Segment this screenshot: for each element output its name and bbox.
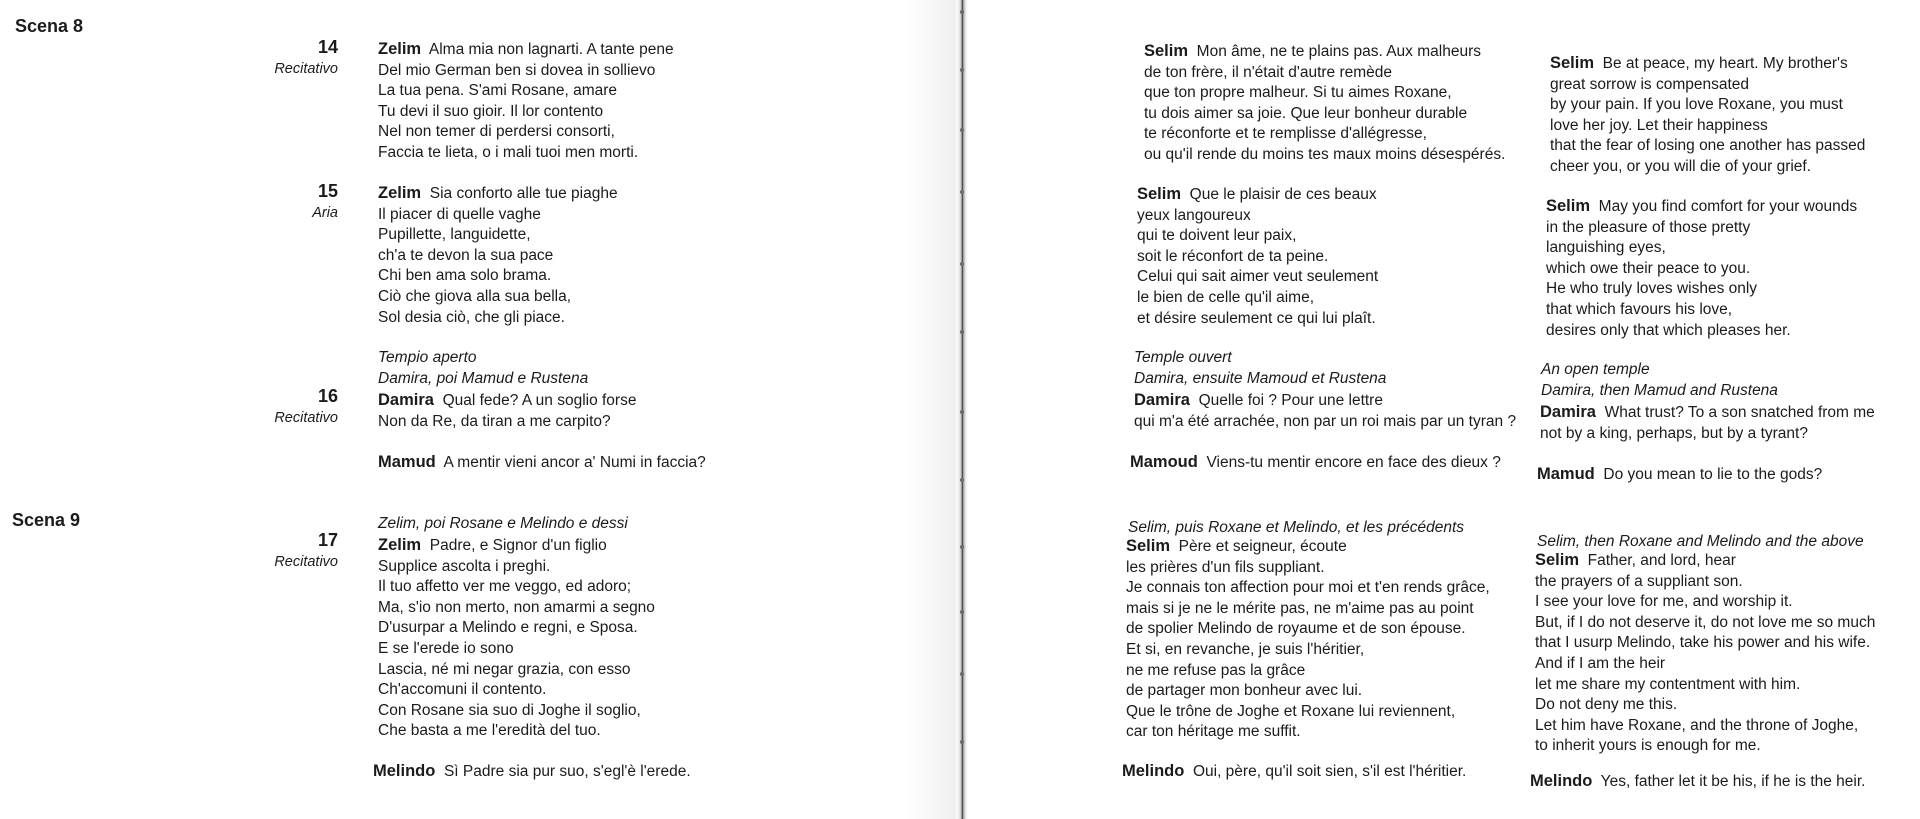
speaker-name: Melindo: [373, 762, 436, 780]
italian-melindo-line: [373, 761, 691, 783]
verse-line: A mentir vieni ancor a' Numi in faccia?: [443, 454, 706, 471]
verse-line: languishing eyes,: [1546, 239, 1666, 257]
verse-line: cheer you, or you will die of your grief.: [1550, 157, 1812, 175]
italian-passage-16: [378, 390, 636, 432]
verse-line: Que le plaisir de ces beaux: [1189, 186, 1377, 203]
speaker-name: Selim: [1546, 197, 1591, 215]
english-passage-2: [1546, 196, 1857, 341]
binding-hole: [960, 68, 964, 72]
speaker-name: Zelim: [378, 184, 422, 202]
kind-14: Recitativo: [274, 61, 338, 77]
verse-line: Lascia, né mi negar grazia, con esso: [378, 660, 631, 678]
verse-line: let me share my contentment with him.: [1535, 675, 1801, 693]
verse-line: Je connais ton affection pour moi et t'en rends grâce,: [1126, 579, 1490, 597]
english-passage-3: [1540, 402, 1875, 444]
verse-line: What trust? To a son snatched from me: [1604, 404, 1875, 421]
verse-line: to inherit yours is enough for me.: [1535, 737, 1761, 755]
verse-line: de ton frère, il n'était d'autre remède: [1144, 63, 1393, 81]
italian-passage-14: [378, 39, 674, 164]
verse-line: Qual fede? A un soglio forse: [442, 392, 637, 409]
verse-line: et désire seulement ce qui lui plaît.: [1137, 309, 1376, 327]
verse-line: Alma mia non lagnarti. A tante pene: [428, 41, 674, 58]
verse-line: Ch'accomuni il contento.: [378, 681, 547, 699]
verse-line: tu dois aimer sa joie. Que leur bonheur durable: [1144, 104, 1468, 122]
french-passage-1: [1144, 41, 1505, 166]
binding-hole: [960, 330, 964, 334]
italian-stage-direction-9: [378, 514, 628, 535]
french-passage-3: [1134, 390, 1516, 432]
verse-line: le bien de celle qu'il aime,: [1137, 288, 1315, 306]
verse-line: the prayers of a suppliant son.: [1535, 572, 1743, 590]
verse-line: great sorrow is compensated: [1550, 75, 1750, 93]
verse-line: Ma, s'io non merto, non amarmi a segno: [378, 598, 655, 616]
speaker-name: Selim: [1535, 551, 1580, 569]
verse-line: Quelle foi ? Pour une lettre: [1198, 392, 1383, 409]
binding-hole: [960, 740, 964, 744]
binding-hole: [960, 610, 964, 614]
italian-passage-17: [378, 535, 655, 742]
speaker-name: Zelim: [378, 40, 422, 58]
speaker-name: Selim: [1126, 537, 1171, 555]
speaker-name: Selim: [1550, 54, 1595, 72]
number-15: 15: [317, 181, 338, 201]
verse-line: de spolier Melindo de royaume et de son épouse.: [1126, 620, 1466, 638]
english-passage-5: [1535, 550, 1875, 757]
verse-line: qui te doivent leur paix,: [1137, 227, 1297, 245]
verse-line: La tua pena. S'ami Rosane, amare: [378, 82, 618, 100]
stage-direction: Damira, then Mamud and Rustena: [1541, 381, 1778, 399]
verse-line: Let him have Roxane, and the throne of Joghe,: [1535, 716, 1859, 734]
verse-line: Con Rosane sia suo di Joghe il soglio,: [378, 701, 641, 719]
binding-hole: [960, 262, 964, 266]
italian-mamud-line: [378, 452, 706, 474]
binding-hole: [960, 672, 964, 676]
verse-line: soit le réconfort de ta peine.: [1137, 247, 1329, 265]
speaker-name: Damira: [378, 391, 434, 409]
speaker-name: Damira: [1134, 391, 1190, 409]
verse-line: ne me refuse pas la grâce: [1126, 661, 1306, 679]
verse-line: Yes, father let it be his, if he is the heir.: [1600, 773, 1866, 790]
stage-direction: Temple ouvert: [1134, 349, 1232, 366]
binding-hole: [960, 128, 964, 132]
kind-17: Recitativo: [274, 554, 338, 570]
binding-hole: [960, 545, 964, 549]
verse-line: Ciò che giova alla sua bella,: [378, 287, 572, 305]
speaker-name: Melindo: [1530, 772, 1593, 790]
verse-line: Supplice ascolta i preghi.: [378, 557, 551, 575]
verse-line: te réconforte et te remplisse d'allégresse,: [1144, 125, 1427, 143]
english-passage-6: [1530, 771, 1865, 793]
verse-line: E se l'erede io sono: [378, 639, 514, 657]
verse-line: that which favours his love,: [1546, 300, 1733, 318]
scene-8-title: Scena 8: [15, 16, 84, 36]
french-passage-6: [1122, 761, 1466, 783]
speaker-name: Zelim: [378, 536, 422, 554]
verse-line: by your pain. If you love Roxane, you must: [1550, 96, 1843, 114]
verse-line: Nel non temer di perdersi consorti,: [378, 123, 615, 141]
verse-line: Do not deny me this.: [1535, 696, 1678, 714]
verse-line: Sia conforto alle tue piaghe: [429, 185, 618, 202]
verse-line: Viens-tu mentir encore en face des dieux ?: [1206, 454, 1501, 471]
verse-line: which owe their peace to you.: [1546, 259, 1751, 277]
verse-line: Tu devi il suo gioir. Il lor contento: [378, 102, 604, 120]
verse-line: Do you mean to lie to the gods?: [1603, 466, 1823, 483]
verse-line: Il piacer di quelle vaghe: [378, 205, 541, 223]
verse-line: Que le trône de Joghe et Roxane lui reviennent,: [1126, 702, 1456, 720]
stage-direction: An open temple: [1541, 361, 1650, 378]
speaker-name: Melindo: [1122, 762, 1185, 780]
kind-16: Recitativo: [274, 410, 338, 426]
kind-15: Aria: [312, 205, 338, 221]
verse-line: Mon âme, ne te plains pas. Aux malheurs: [1196, 43, 1481, 60]
stage-direction: Damira, poi Mamud e Rustena: [378, 369, 589, 387]
italian-stage-direction: [378, 348, 588, 389]
binding-hole: [960, 410, 964, 414]
speaker-name: Mamoud: [1130, 453, 1198, 471]
number-17: 17: [317, 530, 338, 550]
verse-line: Non da Re, da tiran a me carpito?: [378, 412, 611, 430]
verse-line: not by a king, perhaps, but by a tyrant?: [1540, 424, 1808, 442]
verse-line: mais si je ne le mérite pas, ne m'aime pas au point: [1126, 599, 1474, 617]
verse-line: Del mio German ben si dovea in sollievo: [378, 61, 656, 79]
speaker-name: Selim: [1137, 185, 1182, 203]
verse-line: Faccia te lieta, o i mali tuoi men morti.: [378, 143, 639, 161]
verse-line: Sol desia ciò, che gli piace.: [378, 308, 565, 326]
speaker-name: Damira: [1540, 403, 1596, 421]
gutter-shadow: [905, 0, 956, 819]
verse-line: And if I am the heir: [1535, 654, 1666, 672]
english-passage-4: [1537, 464, 1822, 486]
french-passage-5: [1126, 536, 1490, 743]
binding-hole: [960, 190, 964, 194]
verse-line: love her joy. Let their happiness: [1550, 116, 1768, 134]
speaker-name: Selim: [1144, 42, 1189, 60]
verse-line: Padre, e Signor d'un figlio: [429, 537, 607, 554]
verse-line: car ton héritage me suffit.: [1126, 723, 1301, 741]
verse-line: Be at peace, my heart. My brother's: [1602, 55, 1848, 72]
verse-line: les prières d'un fils suppliant.: [1126, 558, 1325, 576]
stage-direction: Selim, puis Roxane et Melindo, et les précédents: [1128, 519, 1465, 536]
verse-line: Père et seigneur, écoute: [1178, 538, 1347, 555]
verse-line: I see your love for me, and worship it.: [1535, 593, 1793, 611]
verse-line: de partager mon bonheur avec lui.: [1126, 682, 1363, 700]
binding-hole: [960, 478, 964, 482]
stage-direction: Tempio aperto: [378, 349, 477, 366]
verse-line: Il tuo affetto ver me veggo, ed adoro;: [378, 578, 632, 596]
scene-9-title: Scena 9: [12, 510, 81, 530]
verse-line: que ton propre malheur. Si tu aimes Roxane,: [1144, 84, 1452, 102]
french-passage-4: [1130, 452, 1501, 474]
verse-line: ch'a te devon la sua pace: [378, 246, 554, 264]
verse-line: Sì Padre sia pur suo, s'egl'è l'erede.: [443, 763, 691, 780]
verse-line: But, if I do not deserve it, do not love me so much: [1535, 613, 1876, 631]
verse-line: qui m'a été arrachée, non par un roi mais par un tyran ?: [1134, 412, 1517, 430]
number-16: 16: [317, 386, 338, 406]
italian-passage-15: [378, 183, 618, 328]
stage-direction: Zelim, poi Rosane e Melindo e dessi: [378, 515, 628, 532]
verse-line: May you find comfort for your wounds: [1598, 198, 1858, 215]
english-stage-direction: [1541, 360, 1778, 401]
verse-line: Che basta a me l'eredità del tuo.: [378, 722, 601, 740]
french-passage-2: [1137, 184, 1378, 329]
speaker-name: Mamud: [1537, 465, 1595, 483]
french-stage-direction: [1134, 348, 1386, 389]
verse-line: ou qu'il rende du moins tes maux moins désespérés.: [1144, 145, 1506, 163]
number-14: 14: [317, 37, 338, 57]
verse-line: Chi ben ama solo brama.: [378, 267, 552, 285]
stage-direction: Selim, then Roxane and Melindo and the above: [1537, 533, 1864, 550]
verse-line: that the fear of losing one another has passed: [1550, 137, 1866, 155]
verse-line: yeux langoureux: [1137, 206, 1251, 224]
stage-direction: Damira, ensuite Mamoud et Rustena: [1134, 369, 1387, 387]
binding-hole: [960, 10, 964, 14]
verse-line: D'usurpar a Melindo e regni, e Sposa.: [378, 619, 638, 637]
speaker-name: Mamud: [378, 453, 436, 471]
verse-line: He who truly loves wishes only: [1546, 280, 1758, 298]
verse-line: in the pleasure of those pretty: [1546, 218, 1751, 236]
verse-line: Oui, père, qu'il soit sien, s'il est l'héritier.: [1192, 763, 1467, 780]
verse-line: Celui qui sait aimer veut seulement: [1137, 268, 1379, 286]
verse-line: Et si, en revanche, je suis l'héritier,: [1126, 640, 1365, 658]
english-passage-1: [1550, 53, 1865, 178]
verse-line: desires only that which pleases her.: [1546, 321, 1791, 339]
verse-line: Father, and lord, hear: [1587, 552, 1736, 569]
verse-line: Pupillette, languidette,: [378, 226, 531, 244]
verse-line: that I usurp Melindo, take his power and his wife.: [1535, 634, 1871, 652]
